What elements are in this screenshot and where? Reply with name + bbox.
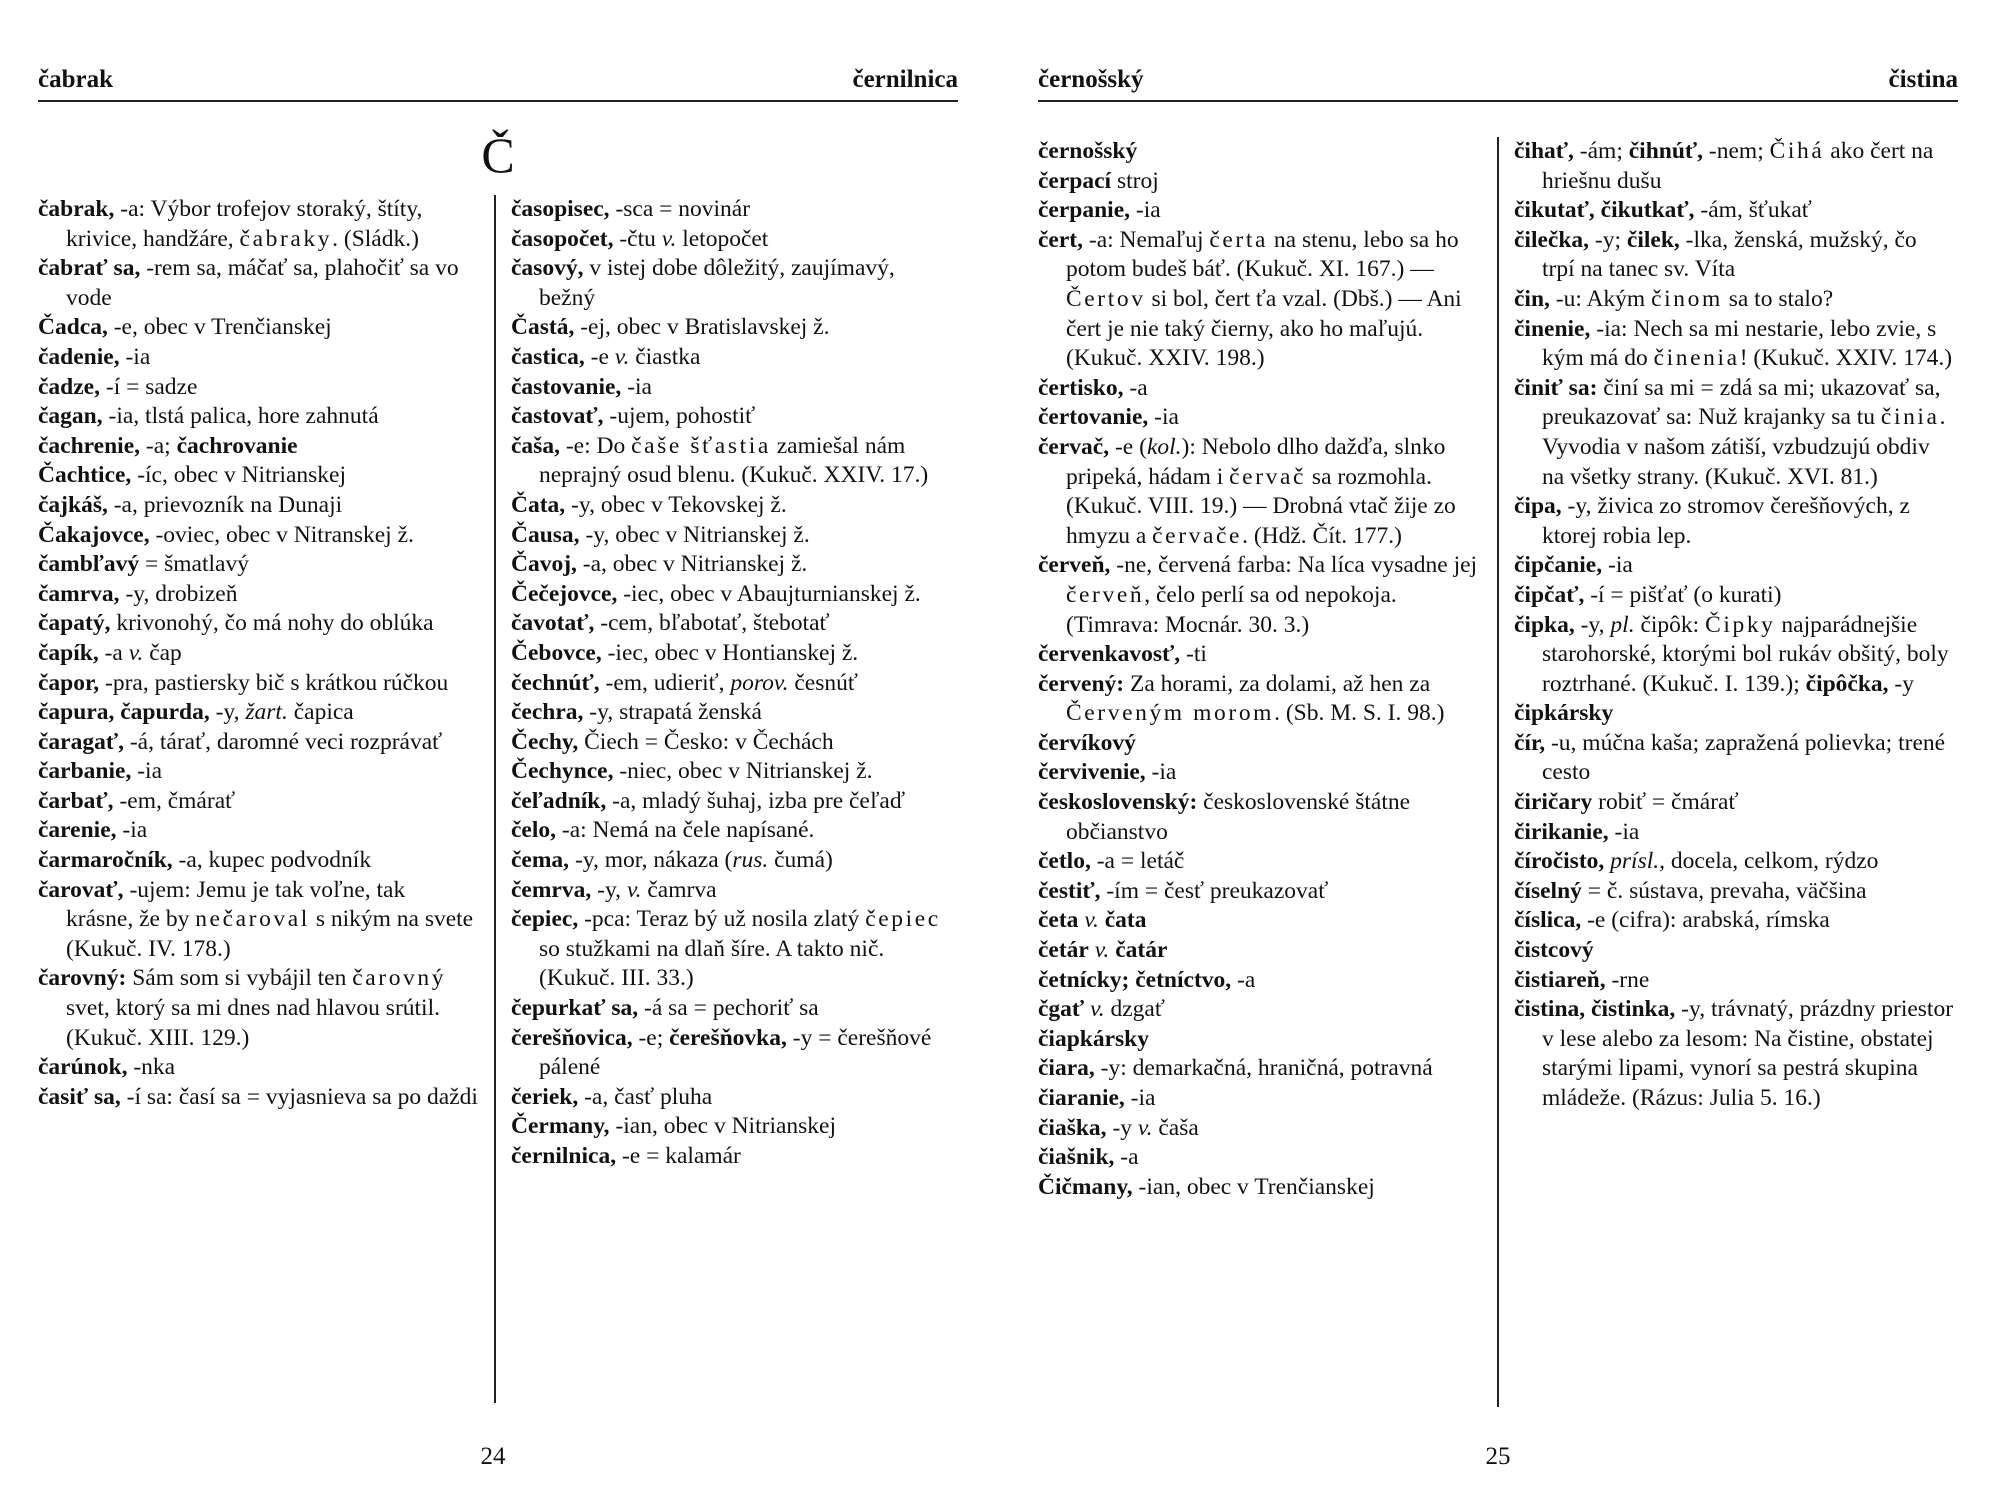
- column-divider: [1497, 137, 1499, 1407]
- list-item: čertovanie, -ia: [1038, 404, 1179, 431]
- list-item: čema, -y, mor, nákaza (rus. čumá): [511, 847, 833, 874]
- list-item: čeriek, -a, časť pluha: [511, 1083, 713, 1110]
- list-item: čechnúť, -em, udieriť, porov. česnúť: [511, 669, 858, 696]
- list-item: čiaranie, -ia: [1038, 1085, 1156, 1111]
- list-item: čarenie, -ia: [38, 817, 148, 844]
- list-item: Čavoj, -a, obec v Nitrianskej ž.: [511, 551, 808, 578]
- list-item: čarovný: Sám som si vybájil ten čarovný svet, ktorý sa mi dnes nad hlavou srútil. (Kukuč. XIII. 129.): [38, 965, 447, 1051]
- left-column-b: [511, 195, 951, 1172]
- column-divider: [494, 195, 496, 1403]
- list-item: čerpací stroj: [1038, 167, 1159, 194]
- list-item: časopisec, -sca = novinár: [511, 196, 751, 222]
- list-item: čambľavý = šmatlavý: [38, 551, 249, 578]
- list-item: čaša, -e: Do čaše šťastia zamiešal nám neprajný osud blenu. (Kukuč. XXIV. 17.): [511, 432, 929, 489]
- list-item: čiaška, -y v. čaša: [1038, 1114, 1199, 1141]
- list-item: čiričary robiť = čmárať: [1514, 789, 1739, 816]
- list-item: četár v. čatár: [1038, 937, 1168, 964]
- list-item: čihať, -ám; čihnúť, -nem; Čihá ako čert na hriešnu dušu: [1514, 138, 1934, 194]
- list-item: čeľadník, -a, mladý šuhaj, izba pre čeľaď: [511, 787, 906, 814]
- list-item: čipkársky: [1514, 700, 1614, 727]
- header-right-word: černilnica: [852, 66, 958, 93]
- list-item: čarúnok, -nka: [38, 1054, 176, 1081]
- list-item: činiť sa: činí sa mi = zdá sa mi; ukazovať sa, preukazovať sa: Nuž krajanky sa tu činia. Vyvodia v našom zátiší, vzbudzujú obdiv na všetky strany. (Kukuč. XVI. 81.): [1514, 374, 1946, 490]
- list-item: černilnica, -e = kalamár: [511, 1143, 741, 1169]
- list-item: čarbať, -em, čmárať: [38, 787, 236, 814]
- list-item: červeň, -ne, červená farba: Na líca vysadne jej červeň, čelo perlí sa od nepokoja. (Timrava: Mocnár. 30. 3.): [1038, 552, 1478, 638]
- list-item: čadenie, -ia: [38, 343, 151, 370]
- list-item: čilečka, -y; čilek, -lka, ženská, mužský, čo trpí na tanec sv. Víta: [1514, 226, 1917, 283]
- list-item: čagan, -ia, tlstá palica, hore zahnutá: [38, 403, 379, 430]
- list-item: číslica, -e (cifra): arabská, rímska: [1514, 907, 1830, 934]
- list-item: činenie, -ia: Nech sa mi nestarie, lebo zvie, s kým má do činenia! (Kukuč. XXIV. 174.): [1514, 315, 1953, 372]
- list-item: červenkavosť, -ti: [1038, 641, 1207, 668]
- list-item: čertisko, -a: [1038, 374, 1148, 401]
- list-item: čelo, -a: Nemá na čele napísané.: [511, 817, 815, 844]
- list-item: čachrenie, -a; čachrovanie: [38, 432, 298, 459]
- list-item: číročisto, prísl., docela, celkom, rýdzo: [1514, 848, 1879, 875]
- list-item: čadze, -í = sadze: [38, 373, 198, 400]
- right-column-a: [1038, 137, 1478, 1202]
- list-item: černošský: [1038, 138, 1138, 164]
- letter-heading: Č: [481, 127, 515, 183]
- list-item: Čičmany, -ian, obec v Trenčianskej: [1038, 1173, 1375, 1200]
- list-item: čiapkársky: [1038, 1025, 1149, 1052]
- list-item: čapík, -a v. čap: [38, 639, 182, 666]
- list-item: čaragať, -á, tárať, daromné veci rozprávať: [38, 728, 443, 755]
- list-item: čirikanie, -ia: [1514, 818, 1640, 845]
- list-item: čarovať, -ujem: Jemu je tak voľne, tak krásne, že by nečaroval s nikým na svete (Kukuč. IV. 178.): [38, 876, 474, 962]
- list-item: čír, -u, múčna kaša; zapražená polievka; trené cesto: [1514, 729, 1946, 786]
- running-header: [38, 66, 958, 102]
- list-item: časiť sa, -í sa: časí sa = vyjasnieva sa po daždi: [38, 1083, 478, 1110]
- list-item: čiara, -y: demarkačná, hraničná, potravná: [1038, 1055, 1433, 1082]
- list-item: čapura, čapurda, -y, žart. čapica: [38, 699, 354, 726]
- list-item: červený: Za horami, za dolami, až hen za Červeným morom. (Sb. M. S. I. 98.): [1038, 670, 1445, 727]
- right-column-b: [1514, 137, 1954, 1114]
- list-item: častovať, -ujem, pohostiť: [511, 403, 756, 430]
- header-left-word: čabrak: [38, 66, 113, 93]
- list-item: čipa, -y, živica zo stromov čerešňových, z ktorej robia lep.: [1514, 493, 1910, 549]
- list-item: čabrak, -a: Výbor trofejov storaký, štíty, krivice, handžáre, čabraky. (Sládk.): [38, 196, 423, 252]
- list-item: čavotať, -cem, bľabotať, štebotať: [511, 610, 830, 637]
- list-item: čipčať, -í = pišťať (o kurati): [1514, 581, 1782, 608]
- list-item: Čermany, -ian, obec v Nitrianskej: [511, 1113, 837, 1140]
- list-item: četnícky; četníctvo, -a: [1038, 966, 1256, 993]
- page-number: 24: [480, 1443, 506, 1470]
- list-item: čabrať sa, -rem sa, máčať sa, plahočiť sa vo vode: [38, 255, 459, 311]
- list-item: častica, -e v. čiastka: [511, 343, 701, 370]
- list-item: čipka, -y, pl. čipôk: Čipky najparádnejšie starohorské, ktorými bol rukáv obšitý, boly roztrhané. (Kukuč. I. 139.); čipôčka, -y: [1514, 611, 1949, 697]
- list-item: čikutať, čikutkať, -ám, šťukať: [1514, 197, 1812, 224]
- list-item: časopočet, -čtu v. letopočet: [511, 225, 769, 252]
- list-item: čamrva, -y, drobizeň: [38, 580, 238, 607]
- list-item: čepiec, -pca: Teraz bý už nosila zlatý čepiec so stužkami na dlaň šíre. A takto nič. (Kukuč. III. 33.): [511, 906, 941, 992]
- list-item: čarmaročník, -a, kupec podvodník: [38, 847, 372, 874]
- list-item: čerešňovica, -e; čerešňovka, -y = čerešňové pálené: [511, 1024, 932, 1081]
- list-item: častovanie, -ia: [511, 373, 652, 400]
- header-left-word: černošský: [1038, 66, 1144, 93]
- list-item: čgať v. dzgať: [1038, 996, 1165, 1023]
- list-item: čiašnik, -a: [1038, 1144, 1139, 1171]
- list-item: červíkový: [1038, 729, 1136, 756]
- list-item: čistina, čistinka, -y, trávnatý, prázdny priestor v lese alebo za lesom: Na čistine, obstatej starými lipami, vynorí sa pestrá skupina mládeže. (Rázus: Julia 5. 16.): [1514, 996, 1954, 1111]
- list-item: čechra, -y, strapatá ženská: [511, 699, 762, 726]
- list-item: číselný = č. sústava, prevaha, väčšina: [1514, 877, 1867, 904]
- list-item: Čechy, Čiech = Česko: v Čechách: [511, 728, 834, 755]
- list-item: čepurkať sa, -á sa = pechoriť sa: [511, 995, 819, 1022]
- left-page: [38, 0, 958, 1500]
- list-item: Častá, -ej, obec v Bratislavskej ž.: [511, 314, 830, 341]
- list-item: četa v. čata: [1038, 907, 1147, 934]
- list-item: Čakajovce, -oviec, obec v Nitranskej ž.: [38, 521, 414, 548]
- right-page: [1038, 0, 1958, 1500]
- list-item: čapatý, krivonohý, čo má nohy do oblúka: [38, 610, 434, 637]
- list-item: čipčanie, -ia: [1514, 552, 1633, 579]
- list-item: čapor, -pra, pastiersky bič s krátkou rúčkou: [38, 669, 449, 696]
- list-item: Čečejovce, -iec, obec v Abaujturnianskej ž.: [511, 580, 921, 607]
- list-item: Čata, -y, obec v Tekovskej ž.: [511, 491, 787, 518]
- list-item: čistiareň, -rne: [1514, 966, 1650, 993]
- list-item: čin, -u: Akým činom sa to stalo?: [1514, 285, 1834, 312]
- list-item: čestiť, -ím = česť preukazovať: [1038, 877, 1329, 904]
- list-item: červivenie, -ia: [1038, 759, 1177, 786]
- left-column-a: [38, 195, 478, 1112]
- list-item: Čebovce, -iec, obec v Hontianskej ž.: [511, 639, 859, 666]
- list-item: čemrva, -y, v. čamrva: [511, 876, 717, 903]
- list-item: časový, v istej dobe dôležitý, zaujímavý, bežný: [511, 255, 895, 311]
- list-item: čerpanie, -ia: [1038, 197, 1161, 224]
- running-header: [1038, 66, 1958, 102]
- list-item: Čausa, -y, obec v Nitrianskej ž.: [511, 521, 810, 548]
- list-item: Čachtice, -íc, obec v Nitrianskej: [38, 462, 347, 489]
- page-number: 25: [1485, 1443, 1511, 1470]
- list-item: červač, -e (kol.): Nebolo dlho dažďa, slnko pripeká, hádam i červač sa rozmohla. (Kukuč. VIII. 19.) — Drobná vtač žije zo hmyzu a červače. (Hdž. Čít. 177.): [1038, 433, 1456, 549]
- list-item: Čadca, -e, obec v Trenčianskej: [38, 314, 332, 341]
- list-item: čistcový: [1514, 937, 1594, 964]
- list-item: čert, -a: Nemaľuj čerta na stenu, lebo sa ho potom budeš báť. (Kukuč. XI. 167.) — Čertov si bol, čert ťa vzal. (Dbš.) — Ani čert je nie taký čierny, ako ho maľujú. (Kukuč. XXIV. 198.): [1038, 226, 1462, 372]
- list-item: Čechynce, -niec, obec v Nitrianskej ž.: [511, 758, 873, 785]
- list-item: čarbanie, -ia: [38, 758, 163, 785]
- list-item: československý: československé štátne občianstvo: [1038, 789, 1411, 845]
- list-item: čajkáš, -a, prievozník na Dunaji: [38, 491, 343, 518]
- header-right-word: čistina: [1888, 66, 1958, 93]
- list-item: četlo, -a = letáč: [1038, 848, 1185, 875]
